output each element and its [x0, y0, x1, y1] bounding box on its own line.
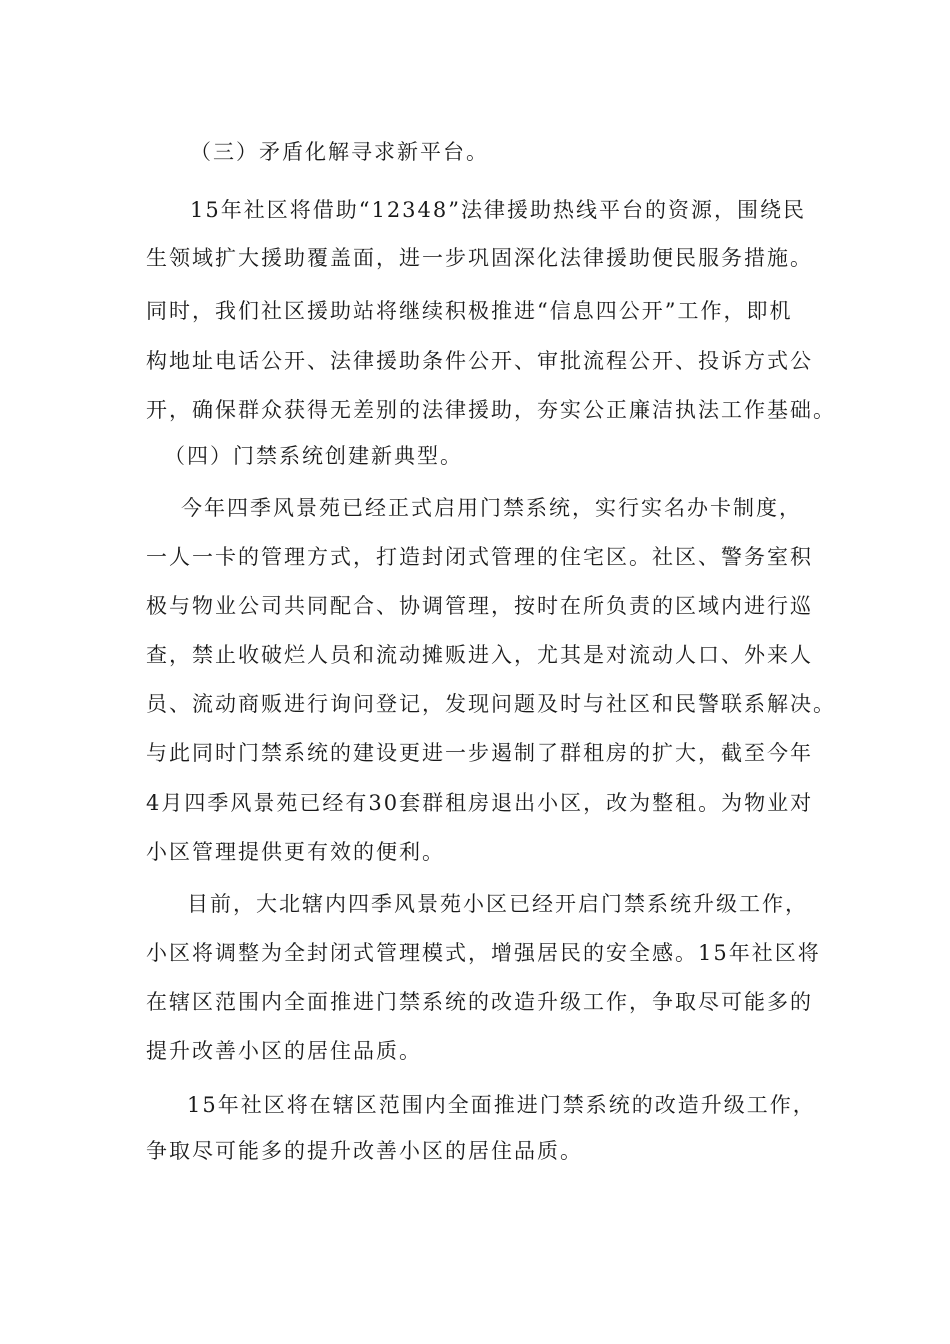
paragraph-line: 生领域扩大援助覆盖面，进一步巩固深化法律援助便民服务措施。	[146, 246, 813, 270]
paragraph-line: 争取尽可能多的提升改善小区的居住品质。	[146, 1139, 583, 1163]
section-heading-4: （四）门禁系统创建新典型。	[164, 444, 463, 468]
paragraph-line: 4月四季风景苑已经有30套群租房退出小区，改为整租。为物业对	[146, 791, 814, 815]
paragraph-line: 提升改善小区的居住品质。	[146, 1039, 422, 1063]
paragraph-line: 在辖区范围内全面推进门禁系统的改造升级工作，争取尽可能多的	[146, 990, 813, 1014]
paragraph-line: 15年社区将借助“12348”法律援助热线平台的资源，围绕民	[190, 198, 806, 222]
paragraph-line: 目前，大北辖内四季风景苑小区已经开启门禁系统升级工作，	[187, 892, 808, 916]
paragraph-line: 小区管理提供更有效的便利。	[146, 840, 445, 864]
paragraph-line: 员、流动商贩进行询问登记，发现问题及时与社区和民警联系解决。	[146, 692, 836, 716]
paragraph-line: 与此同时门禁系统的建设更进一步遏制了群租房的扩大，截至今年	[146, 741, 813, 765]
paragraph-line: 同时，我们社区援助站将继续积极推进“信息四公开”工作，即机	[146, 299, 793, 323]
section-heading-3: （三）矛盾化解寻求新平台。	[190, 140, 489, 164]
paragraph-line: 极与物业公司共同配合、协调管理，按时在所负责的区域内进行巡	[146, 594, 813, 618]
paragraph-line: 小区将调整为全封闭式管理模式，增强居民的安全感。15年社区将	[146, 941, 821, 965]
paragraph-line: 开，确保群众获得无差别的法律援助，夯实公正廉洁执法工作基础。	[146, 398, 836, 422]
paragraph-line: 查，禁止收破烂人员和流动摊贩进入，尤其是对流动人口、外来人	[146, 643, 813, 667]
paragraph-line: 一人一卡的管理方式，打造封闭式管理的住宅区。社区、警务室积	[146, 545, 813, 569]
paragraph-line: 构地址电话公开、法律援助条件公开、审批流程公开、投诉方式公	[146, 349, 813, 373]
paragraph-line: 今年四季风景苑已经正式启用门禁系统，实行实名办卡制度，	[181, 496, 802, 520]
paragraph-line: 15年社区将在辖区范围内全面推进门禁系统的改造升级工作，	[187, 1093, 816, 1117]
